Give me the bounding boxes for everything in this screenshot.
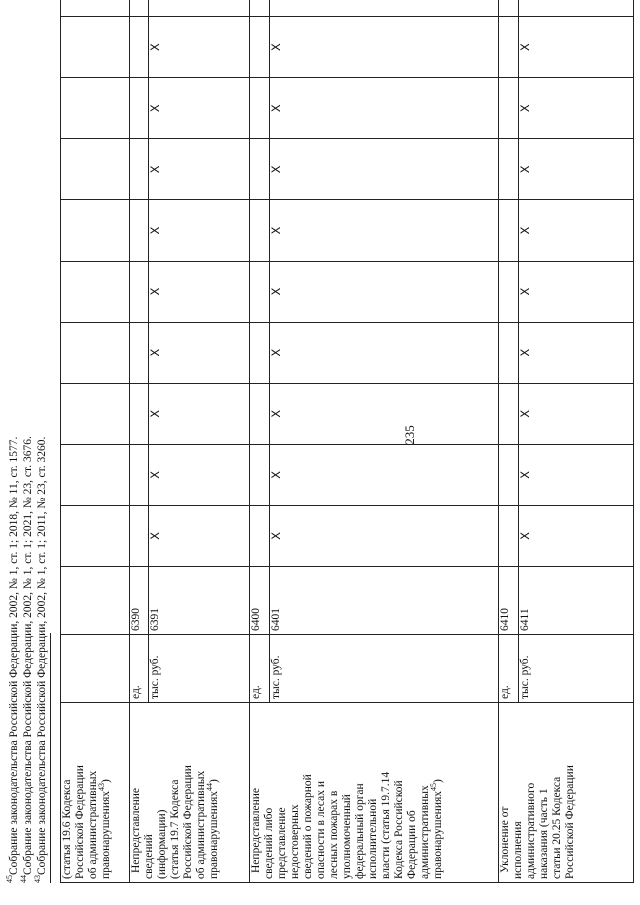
row-name-line: лесных пожарах в — [328, 790, 341, 879]
cross-mark-cell: X — [270, 17, 499, 78]
empty-cell — [129, 261, 149, 322]
unit-cell: тыс. руб. — [270, 635, 499, 703]
row-name-line: (статья 19.6 Кодекса — [61, 779, 73, 879]
row-name-line: сведений — [142, 834, 155, 879]
cross-mark-cell — [270, 0, 499, 17]
empty-cell — [129, 383, 149, 444]
row-name-line: Кодекса Российской — [393, 780, 406, 879]
code-cell: 6411 — [518, 567, 633, 635]
code-cell: 6401 — [270, 567, 499, 635]
row-name-line: исполнительной — [367, 798, 380, 879]
footnotes — [0, 18, 60, 883]
empty-cell — [129, 78, 149, 139]
row-name-line: правонарушениях — [432, 790, 445, 879]
empty-cell — [61, 139, 130, 200]
footnote-ref: 44 — [204, 782, 214, 791]
empty-cell — [61, 567, 130, 635]
empty-cell — [499, 17, 519, 78]
cross-mark-cell: X — [518, 261, 633, 322]
empty-cell — [250, 139, 270, 200]
empty-cell — [250, 200, 270, 261]
cross-mark-cell: X — [149, 322, 250, 383]
cross-mark-cell: X — [518, 17, 633, 78]
footnote-44: $^{44}$Собрание законодательства Российской Федерации, 2002, № 1, ст. 1; 2021, № 23, ст. 3676. — [19, 436, 34, 883]
cross-mark-cell: X — [518, 444, 633, 505]
cross-mark-cell: X — [270, 78, 499, 139]
empty-cell — [61, 261, 130, 322]
cross-mark-cell: X — [149, 139, 250, 200]
row-name-cell: Непредставление сведений либо представление недостоверных сведений о пожарной опасности в лесах и лесных пожарах в уполномоченный федеральный орган исполнительной власти (статья 19.7.14 Кодекса Российской Федерации об административных правонарушениях$^{45}$) — [250, 703, 499, 883]
empty-cell — [61, 0, 130, 17]
cross-mark-cell: X — [270, 322, 499, 383]
cross-mark-cell: X — [518, 139, 633, 200]
row-name-line: правонарушениях — [207, 790, 220, 879]
row-name-cell: (статья 19.6 Кодекса Российской Федерации об административных правонарушениях$^{43}$) — [61, 703, 130, 883]
row-name-line: административного — [525, 782, 538, 879]
row-name-line: Федерации об — [406, 810, 419, 879]
empty-cell — [250, 261, 270, 322]
empty-cell — [61, 17, 130, 78]
row-name-line: об административных — [194, 770, 207, 879]
cross-mark-cell: X — [149, 444, 250, 505]
cross-mark-cell: X — [149, 261, 250, 322]
unit-cell: ед. — [129, 635, 149, 703]
cross-mark-cell: X — [149, 17, 250, 78]
row-name-line: правонарушениях — [100, 790, 112, 879]
empty-cell — [250, 78, 270, 139]
row-heading: Непредставление — [129, 787, 142, 873]
row-name-cell — [499, 703, 634, 883]
empty-cell — [250, 322, 270, 383]
row-name-line: наказания (часть 1 — [538, 788, 551, 879]
unit-cell: тыс. руб. — [149, 635, 250, 703]
row-name-line: об административных — [87, 770, 99, 879]
row-name-line: представление — [276, 807, 289, 879]
row-heading: Непредставление — [250, 787, 263, 873]
code-cell: 6410 — [499, 567, 519, 635]
code-cell: 6400 — [250, 567, 270, 635]
empty-cell — [61, 322, 130, 383]
page-number: 235 — [402, 425, 417, 445]
empty-cell — [129, 322, 149, 383]
row-name-line: (статья 19.7 Кодекса — [168, 779, 181, 879]
table-row — [61, 0, 130, 883]
footnote-ref: 45 — [429, 782, 439, 791]
empty-cell — [499, 0, 519, 17]
row-name-line: Российской Федерации — [564, 765, 577, 879]
cross-mark-cell: X — [270, 200, 499, 261]
row-name-line: административных — [419, 785, 432, 879]
row-name-line: статьи 20.25 Кодекса — [551, 776, 564, 879]
empty-cell — [250, 444, 270, 505]
empty-cell — [129, 200, 149, 261]
statistics-table — [60, 0, 634, 883]
empty-cell — [499, 322, 519, 383]
empty-cell — [499, 444, 519, 505]
empty-cell — [61, 200, 130, 261]
empty-cell — [61, 505, 130, 566]
empty-cell — [61, 444, 130, 505]
cross-mark-cell: X — [270, 261, 499, 322]
footnote-rule — [50, 633, 51, 883]
row-name-line: исполнения — [512, 821, 525, 879]
footnote-43: $^{43}$Собрание законодательства Российской Федерации, 2002, № 1, ст. 1; 2011, № 23, ст. 3260. — [33, 436, 48, 883]
empty-cell — [250, 505, 270, 566]
empty-cell — [129, 139, 149, 200]
cross-mark-cell — [149, 0, 250, 17]
empty-cell — [499, 78, 519, 139]
unit-cell: ед. — [250, 635, 270, 703]
unit-cell: ед. — [499, 635, 519, 703]
cross-mark-cell: X — [270, 139, 499, 200]
row-name-line: Российской Федерации — [74, 765, 86, 879]
empty-cell — [499, 261, 519, 322]
code-cell: 6390 — [129, 567, 149, 635]
unit-cell: тыс. руб. — [518, 635, 633, 703]
row-name-line: уполномоченный — [341, 794, 354, 879]
row-name-line: недостоверных — [289, 804, 302, 879]
empty-cell — [129, 444, 149, 505]
row-heading: Уклонение от — [499, 806, 512, 873]
cross-mark-cell — [518, 0, 633, 17]
empty-cell — [61, 78, 130, 139]
table-row — [250, 0, 270, 883]
cross-mark-cell: X — [149, 78, 250, 139]
empty-cell — [499, 200, 519, 261]
row-name-cell: Непредставление сведений (информации) (статья 19.7 Кодекса Российской Федерации об административных правонарушениях$^{44}$) — [129, 703, 250, 883]
cross-mark-cell: X — [270, 505, 499, 566]
cross-mark-cell: X — [518, 383, 633, 444]
empty-cell — [129, 17, 149, 78]
cross-mark-cell: X — [149, 383, 250, 444]
empty-cell — [250, 383, 270, 444]
empty-cell — [61, 635, 130, 703]
row-name-line: Российской Федерации — [181, 765, 194, 879]
row-name-line: федеральный орган — [354, 783, 367, 879]
cross-mark-cell: X — [270, 444, 499, 505]
footnote-ref: 43 — [97, 782, 107, 791]
empty-cell — [250, 17, 270, 78]
cross-mark-cell: X — [518, 505, 633, 566]
cross-mark-cell: X — [518, 200, 633, 261]
empty-cell — [61, 383, 130, 444]
cross-mark-cell: X — [149, 200, 250, 261]
row-name-line: власти (статья 19.7.14 — [380, 771, 393, 879]
row-name-line: опасности в лесах и — [315, 780, 328, 879]
cross-mark-cell: X — [270, 383, 499, 444]
row-name-line: сведений о пожарной — [302, 774, 315, 879]
row-name-line: сведений либо — [263, 807, 276, 879]
cross-mark-cell: X — [518, 78, 633, 139]
cross-mark-cell: X — [149, 505, 250, 566]
footnote-45: $^{45}$Собрание законодательства Российской Федерации, 2002, № 1, ст. 1; 2018, № 11, ст. 1577. — [5, 436, 20, 883]
table-row — [499, 0, 519, 883]
cross-mark-cell: X — [518, 322, 633, 383]
empty-cell — [129, 0, 149, 17]
empty-cell — [499, 383, 519, 444]
row-name-line: (информации) — [155, 809, 168, 879]
empty-cell — [250, 0, 270, 17]
table-row — [129, 0, 149, 883]
code-cell: 6391 — [149, 567, 250, 635]
empty-cell — [499, 505, 519, 566]
empty-cell — [499, 139, 519, 200]
empty-cell — [129, 505, 149, 566]
